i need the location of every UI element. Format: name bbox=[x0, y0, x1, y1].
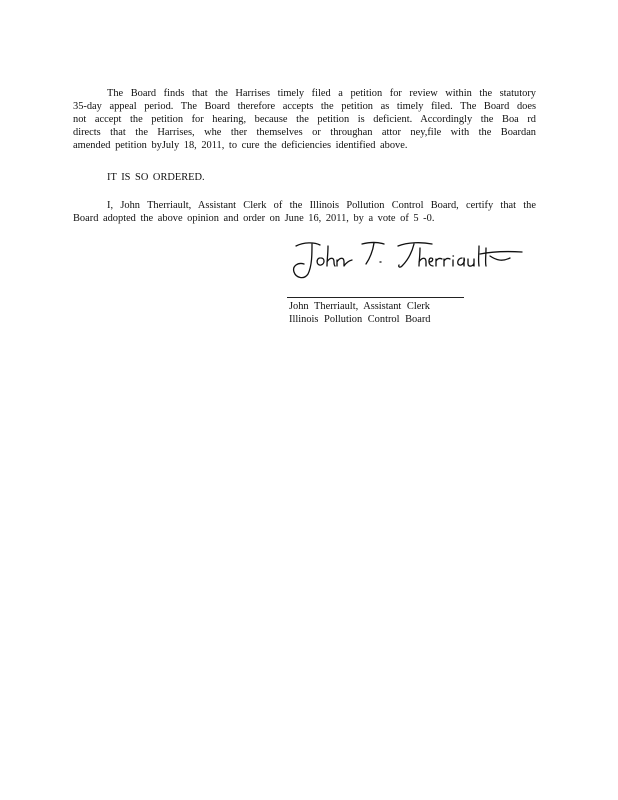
signatory-organization: Illinois Pollution Control Board bbox=[289, 314, 431, 325]
order-statement bbox=[107, 171, 205, 184]
paragraph-line: IT IS SO ORDERED. bbox=[107, 172, 205, 183]
signature-block bbox=[289, 300, 431, 326]
paragraph-line: Board adopted the above opinion and order on June 16, 2011, by a vote of 5 -0. bbox=[73, 213, 435, 224]
paragraph-line: not accept the petition for hearing, because the petition is deficient. Accordingly the Boa rd bbox=[73, 114, 536, 125]
board-finding-paragraph bbox=[73, 87, 536, 152]
signature-line bbox=[287, 297, 464, 298]
handwritten-signature bbox=[290, 236, 530, 286]
paragraph-line: directs that the Harrises, whe ther themselves or throughan attor ney,file with the Boardan bbox=[73, 127, 536, 138]
paragraph-line: amended petition byJuly 18, 2011, to cure the deficiencies identified above. bbox=[73, 140, 408, 151]
paragraph-line: The Board finds that the Harrises timely filed a petition for review within the statutory bbox=[107, 88, 536, 99]
paragraph-line: I, John Therriault, Assistant Clerk of the Illinois Pollution Control Board, certify that the bbox=[107, 200, 536, 211]
clerk-certification-paragraph bbox=[73, 199, 536, 225]
paragraph-line: 35-day appeal period. The Board therefore accepts the petition as timely filed. The Board does bbox=[73, 101, 536, 112]
signatory-name: John Therriault, Assistant Clerk bbox=[289, 301, 430, 312]
